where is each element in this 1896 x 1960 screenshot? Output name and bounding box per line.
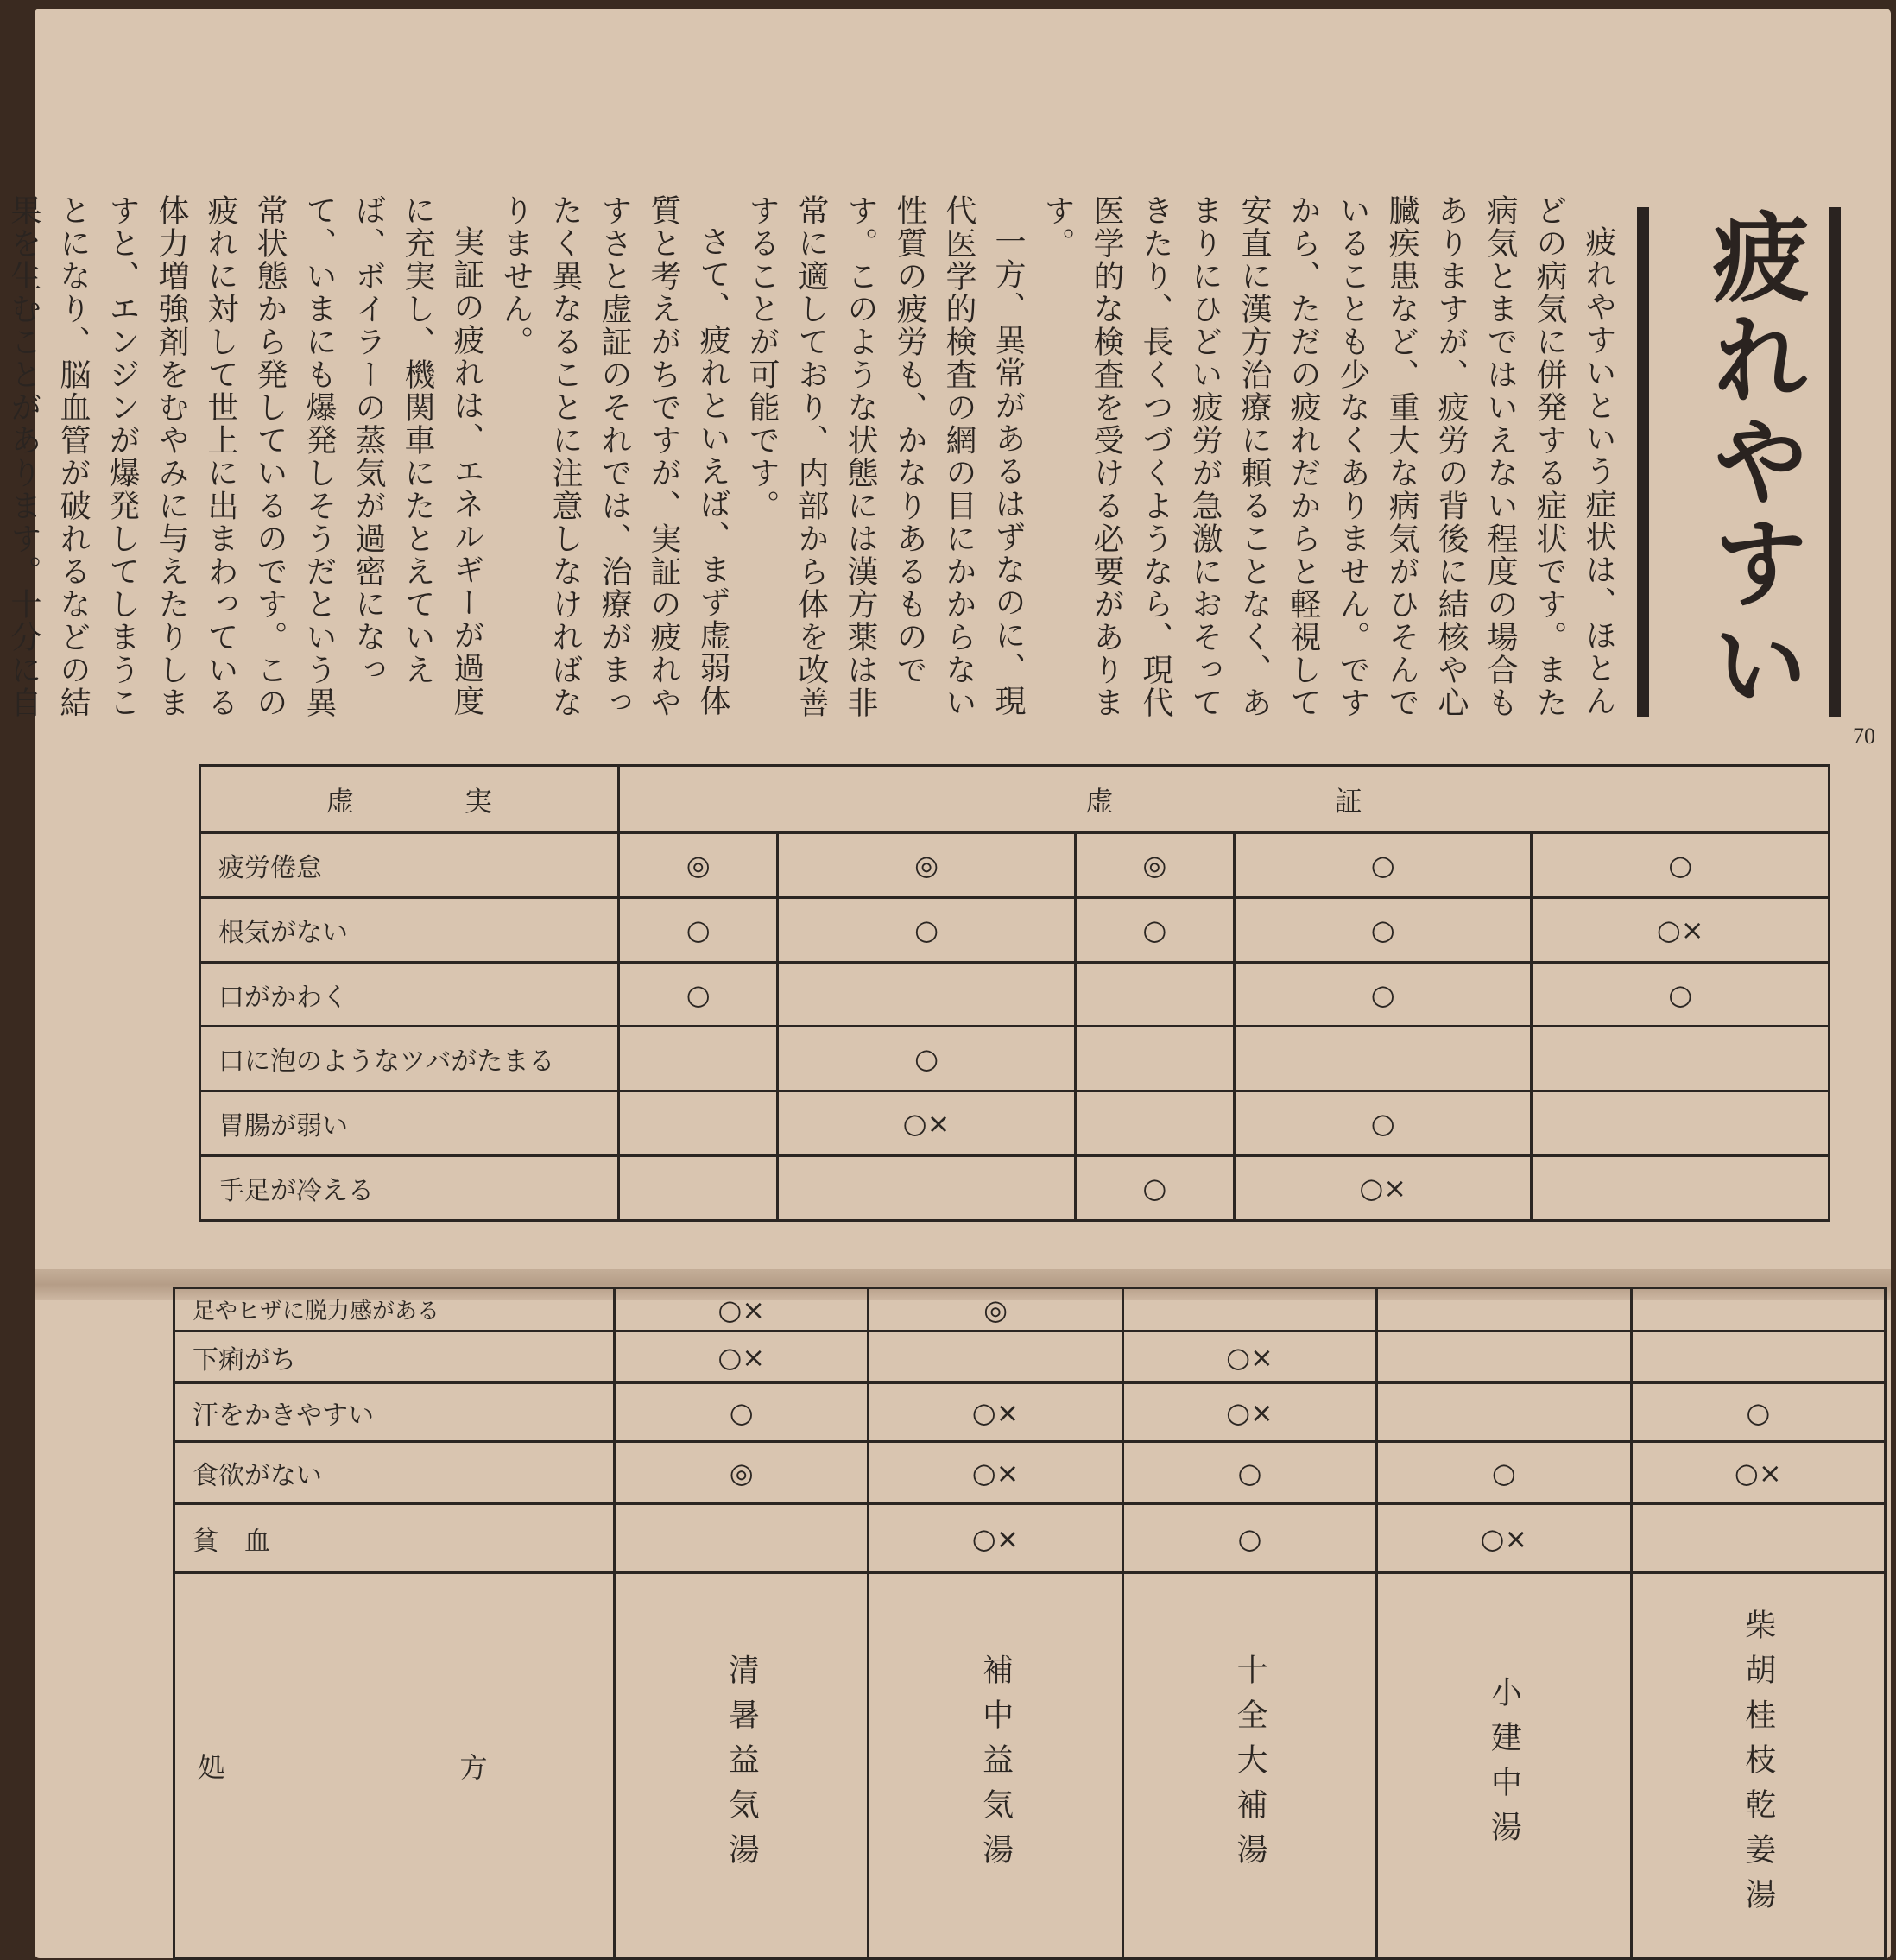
- mark-cell: [619, 1091, 778, 1156]
- prescription-name: 小建中湯: [1486, 1676, 1522, 1856]
- mark-cell: [1075, 962, 1234, 1027]
- mark-cell: ○: [615, 1383, 869, 1442]
- table-row: [200, 897, 1830, 962]
- mark-cell: ○: [1235, 962, 1532, 1027]
- mark-cell: ○: [1122, 1442, 1376, 1504]
- mark-cell: ○: [1235, 1091, 1532, 1156]
- mark-cell: [869, 1331, 1122, 1383]
- mark-cell: [1631, 1331, 1885, 1383]
- mark-cell: [615, 1504, 869, 1573]
- mark-cell: ○×: [1631, 1442, 1885, 1504]
- mark-cell: [619, 1156, 778, 1221]
- mark-cell: ○×: [615, 1288, 869, 1331]
- prescription-cell: [1122, 1573, 1376, 1959]
- mark-cell: [1631, 1504, 1885, 1573]
- header-excess-deficiency: 虚 実: [200, 766, 619, 833]
- symptom-label: 根気がない: [200, 897, 619, 962]
- mark-cell: [1235, 1027, 1532, 1091]
- paragraph-4: 実証の疲れは、エネルギーが過度に充実し、機関車にたとえていえば、ボイラーの蒸気が過密になって、いまにも爆発しそうだという異常状態から発しているのです。この疲れに対して世上に出まわっている体力増強剤をむやみに与えたりしますと、エンジンが爆発してしまうことになり、脳血管が破れるなどの結果を生むことがあります。十分に自: [6, 194, 484, 719]
- mark-cell: [619, 1027, 778, 1091]
- mark-cell: ○×: [869, 1383, 1122, 1442]
- mark-cell: ○×: [1122, 1331, 1376, 1383]
- symptom-table-top: [199, 764, 1830, 1222]
- symptom-label: 食欲がない: [174, 1442, 615, 1504]
- prescription-name: 清暑益気湯: [724, 1653, 760, 1878]
- prescription-cell: [1377, 1573, 1631, 1959]
- symptom-table-bottom: [173, 1287, 1887, 1960]
- symptom-label: 疲労倦怠: [200, 833, 619, 898]
- mark-cell: ○: [1235, 833, 1532, 898]
- body-text: [6, 194, 1623, 738]
- mark-cell: [1122, 1288, 1376, 1331]
- mark-cell: ○: [1075, 897, 1234, 962]
- prescription-name: 柴胡桂枝乾姜湯: [1740, 1609, 1776, 1923]
- mark-cell: ○: [1631, 1383, 1885, 1442]
- mark-cell: ○: [1075, 1156, 1234, 1221]
- mark-cell: [1075, 1027, 1234, 1091]
- mark-cell: [1532, 1156, 1830, 1221]
- mark-cell: ○: [1532, 962, 1830, 1027]
- page-title: 疲れやすい: [1697, 207, 1810, 717]
- table-row: [200, 1156, 1830, 1221]
- mark-cell: ○×: [1122, 1383, 1376, 1442]
- paragraph-3: さて、疲れといえば、まず虚弱体質と考えがちですが、実証の疲れやすさと虚証のそれでは、治療がまったく異なることに注意しなければなりません。: [498, 194, 730, 719]
- table-row: [174, 1331, 1886, 1383]
- paragraph-1: 疲れやすいという症状は、ほとんどの病気に併発する症状です。また病気とまではいえない程度の場合もありますが、疲労の背後に結核や心臓疾患など、重大な病気がひそんでいることも少なくありません。ですから、ただの疲れだからと軽視して安直に漢方治療に頼ることなく、あまりにひどい疲労が急激におそってきたり、長くつづくようなら、現代医学的な検査を受ける必要があります。: [1040, 194, 1616, 719]
- prescription-name: 十全大補湯: [1231, 1653, 1267, 1878]
- prescription-cell: [869, 1573, 1122, 1959]
- mark-cell: [778, 962, 1075, 1027]
- mark-cell: ○×: [1532, 897, 1830, 962]
- symptom-label: 口がかわく: [200, 962, 619, 1027]
- mark-cell: ○×: [778, 1091, 1075, 1156]
- mark-cell: ◎: [619, 833, 778, 898]
- prescription-header: 処 方: [174, 1573, 615, 1959]
- mark-cell: ○: [619, 962, 778, 1027]
- table-row: [200, 1091, 1830, 1156]
- table-row: [200, 1027, 1830, 1091]
- mark-cell: ◎: [869, 1288, 1122, 1331]
- mark-cell: ○: [778, 897, 1075, 962]
- page-number: 70: [1853, 724, 1875, 749]
- mark-cell: ○×: [615, 1331, 869, 1383]
- symptom-label: 手足が冷える: [200, 1156, 619, 1221]
- paragraph-2: 一方、異常があるはずなのに、現代医学的検査の網の目にかからない性質の疲労も、かなりあるものです。このような状態には漢方薬は非常に適しており、内部から体を改善することが可能です。: [744, 194, 1026, 719]
- table-row: [174, 1442, 1886, 1504]
- mark-cell: ○: [778, 1027, 1075, 1091]
- mark-cell: ○: [1532, 833, 1830, 898]
- prescription-row: [174, 1573, 1886, 1959]
- mark-cell: ○: [1122, 1504, 1376, 1573]
- symptom-label: 口に泡のようなツバがたまる: [200, 1027, 619, 1091]
- mark-cell: ○: [1377, 1442, 1631, 1504]
- mark-cell: ○×: [1235, 1156, 1532, 1221]
- table-row: [174, 1288, 1886, 1331]
- table-row: [174, 1504, 1886, 1573]
- mark-cell: ◎: [778, 833, 1075, 898]
- mark-cell: [1075, 1091, 1234, 1156]
- mark-cell: ○×: [869, 1442, 1122, 1504]
- table-row: [200, 833, 1830, 898]
- symptom-label: 汗をかきやすい: [174, 1383, 615, 1442]
- mark-cell: [1631, 1288, 1885, 1331]
- mark-cell: [1377, 1383, 1631, 1442]
- prescription-cell: [615, 1573, 869, 1959]
- title-rule-left: [1637, 207, 1649, 717]
- prescription-cell: [1631, 1573, 1885, 1959]
- mark-cell: ○: [619, 897, 778, 962]
- header-deficiency-pattern: 虚 証: [619, 766, 1830, 833]
- mark-cell: [1377, 1331, 1631, 1383]
- table-row: [200, 962, 1830, 1027]
- mark-cell: ◎: [1075, 833, 1234, 898]
- title-rule-right: [1829, 207, 1841, 717]
- symptom-label: 貧 血: [174, 1504, 615, 1573]
- table-row: [174, 1383, 1886, 1442]
- prescription-name: 補中益気湯: [977, 1653, 1014, 1878]
- mark-cell: ○×: [869, 1504, 1122, 1573]
- mark-cell: [1377, 1288, 1631, 1331]
- mark-cell: ◎: [615, 1442, 869, 1504]
- mark-cell: ○×: [1377, 1504, 1631, 1573]
- symptom-label: 足やヒザに脱力感がある: [174, 1288, 615, 1331]
- mark-cell: [1532, 1027, 1830, 1091]
- mark-cell: [778, 1156, 1075, 1221]
- symptom-label: 胃腸が弱い: [200, 1091, 619, 1156]
- mark-cell: [1532, 1091, 1830, 1156]
- symptom-label: 下痢がち: [174, 1331, 615, 1383]
- table-header-row: [200, 766, 1830, 833]
- mark-cell: ○: [1235, 897, 1532, 962]
